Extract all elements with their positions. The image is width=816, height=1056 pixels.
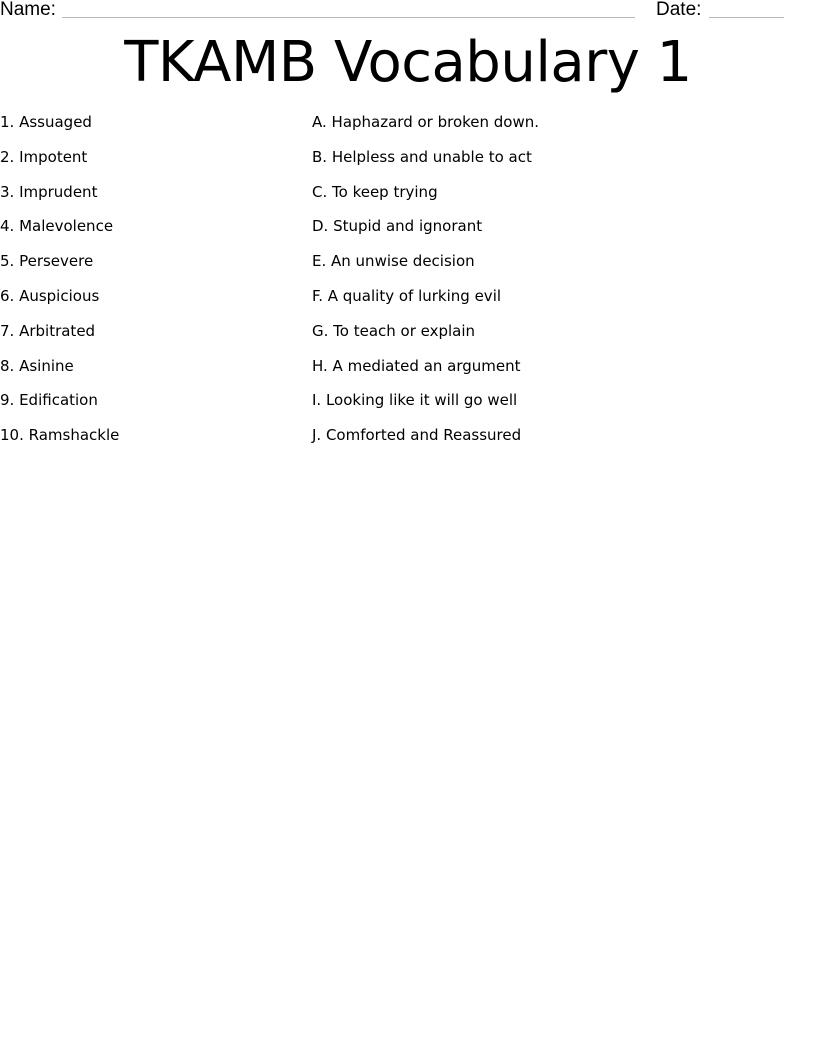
word-item: 3. Imprudent bbox=[0, 182, 98, 201]
definition-item: H. A mediated an argument bbox=[312, 356, 521, 375]
word-item: 5. Persevere bbox=[0, 252, 94, 271]
definition-item: G. To teach or explain bbox=[312, 321, 476, 340]
definition-item: C. To keep trying bbox=[312, 182, 438, 201]
definition-item: B. Helpless and unable to act bbox=[312, 147, 532, 166]
word-item: 2. Impotent bbox=[0, 147, 88, 166]
date-field-line[interactable] bbox=[709, 17, 784, 18]
word-item: 1. Assuaged bbox=[0, 113, 92, 131]
word-item: 6. Auspicious bbox=[0, 286, 100, 305]
definition-item: E. An unwise decision bbox=[312, 252, 475, 271]
word-item: 7. Arbitrated bbox=[0, 321, 96, 340]
word-list bbox=[0, 111, 300, 459]
name-field-line[interactable] bbox=[62, 17, 635, 18]
date-label: Date: bbox=[656, 0, 702, 20]
name-label: Name: bbox=[0, 0, 56, 20]
word-item: 9. Edification bbox=[0, 391, 98, 410]
word-item: 8. Asinine bbox=[0, 356, 74, 375]
word-item: 4. Malevolence bbox=[0, 217, 114, 236]
page-title: TKAMB Vocabulary 1 bbox=[124, 30, 692, 95]
definition-list bbox=[312, 111, 792, 459]
definition-item: I. Looking like it will go well bbox=[312, 391, 518, 410]
definition-item: D. Stupid and ignorant bbox=[312, 217, 483, 236]
definition-item: A. Haphazard or broken down. bbox=[312, 113, 540, 131]
definition-item: F. A quality of lurking evil bbox=[312, 286, 502, 305]
definition-item: J. Comforted and Reassured bbox=[312, 426, 522, 445]
word-item: 10. Ramshackle bbox=[0, 426, 120, 445]
header bbox=[0, 0, 816, 24]
